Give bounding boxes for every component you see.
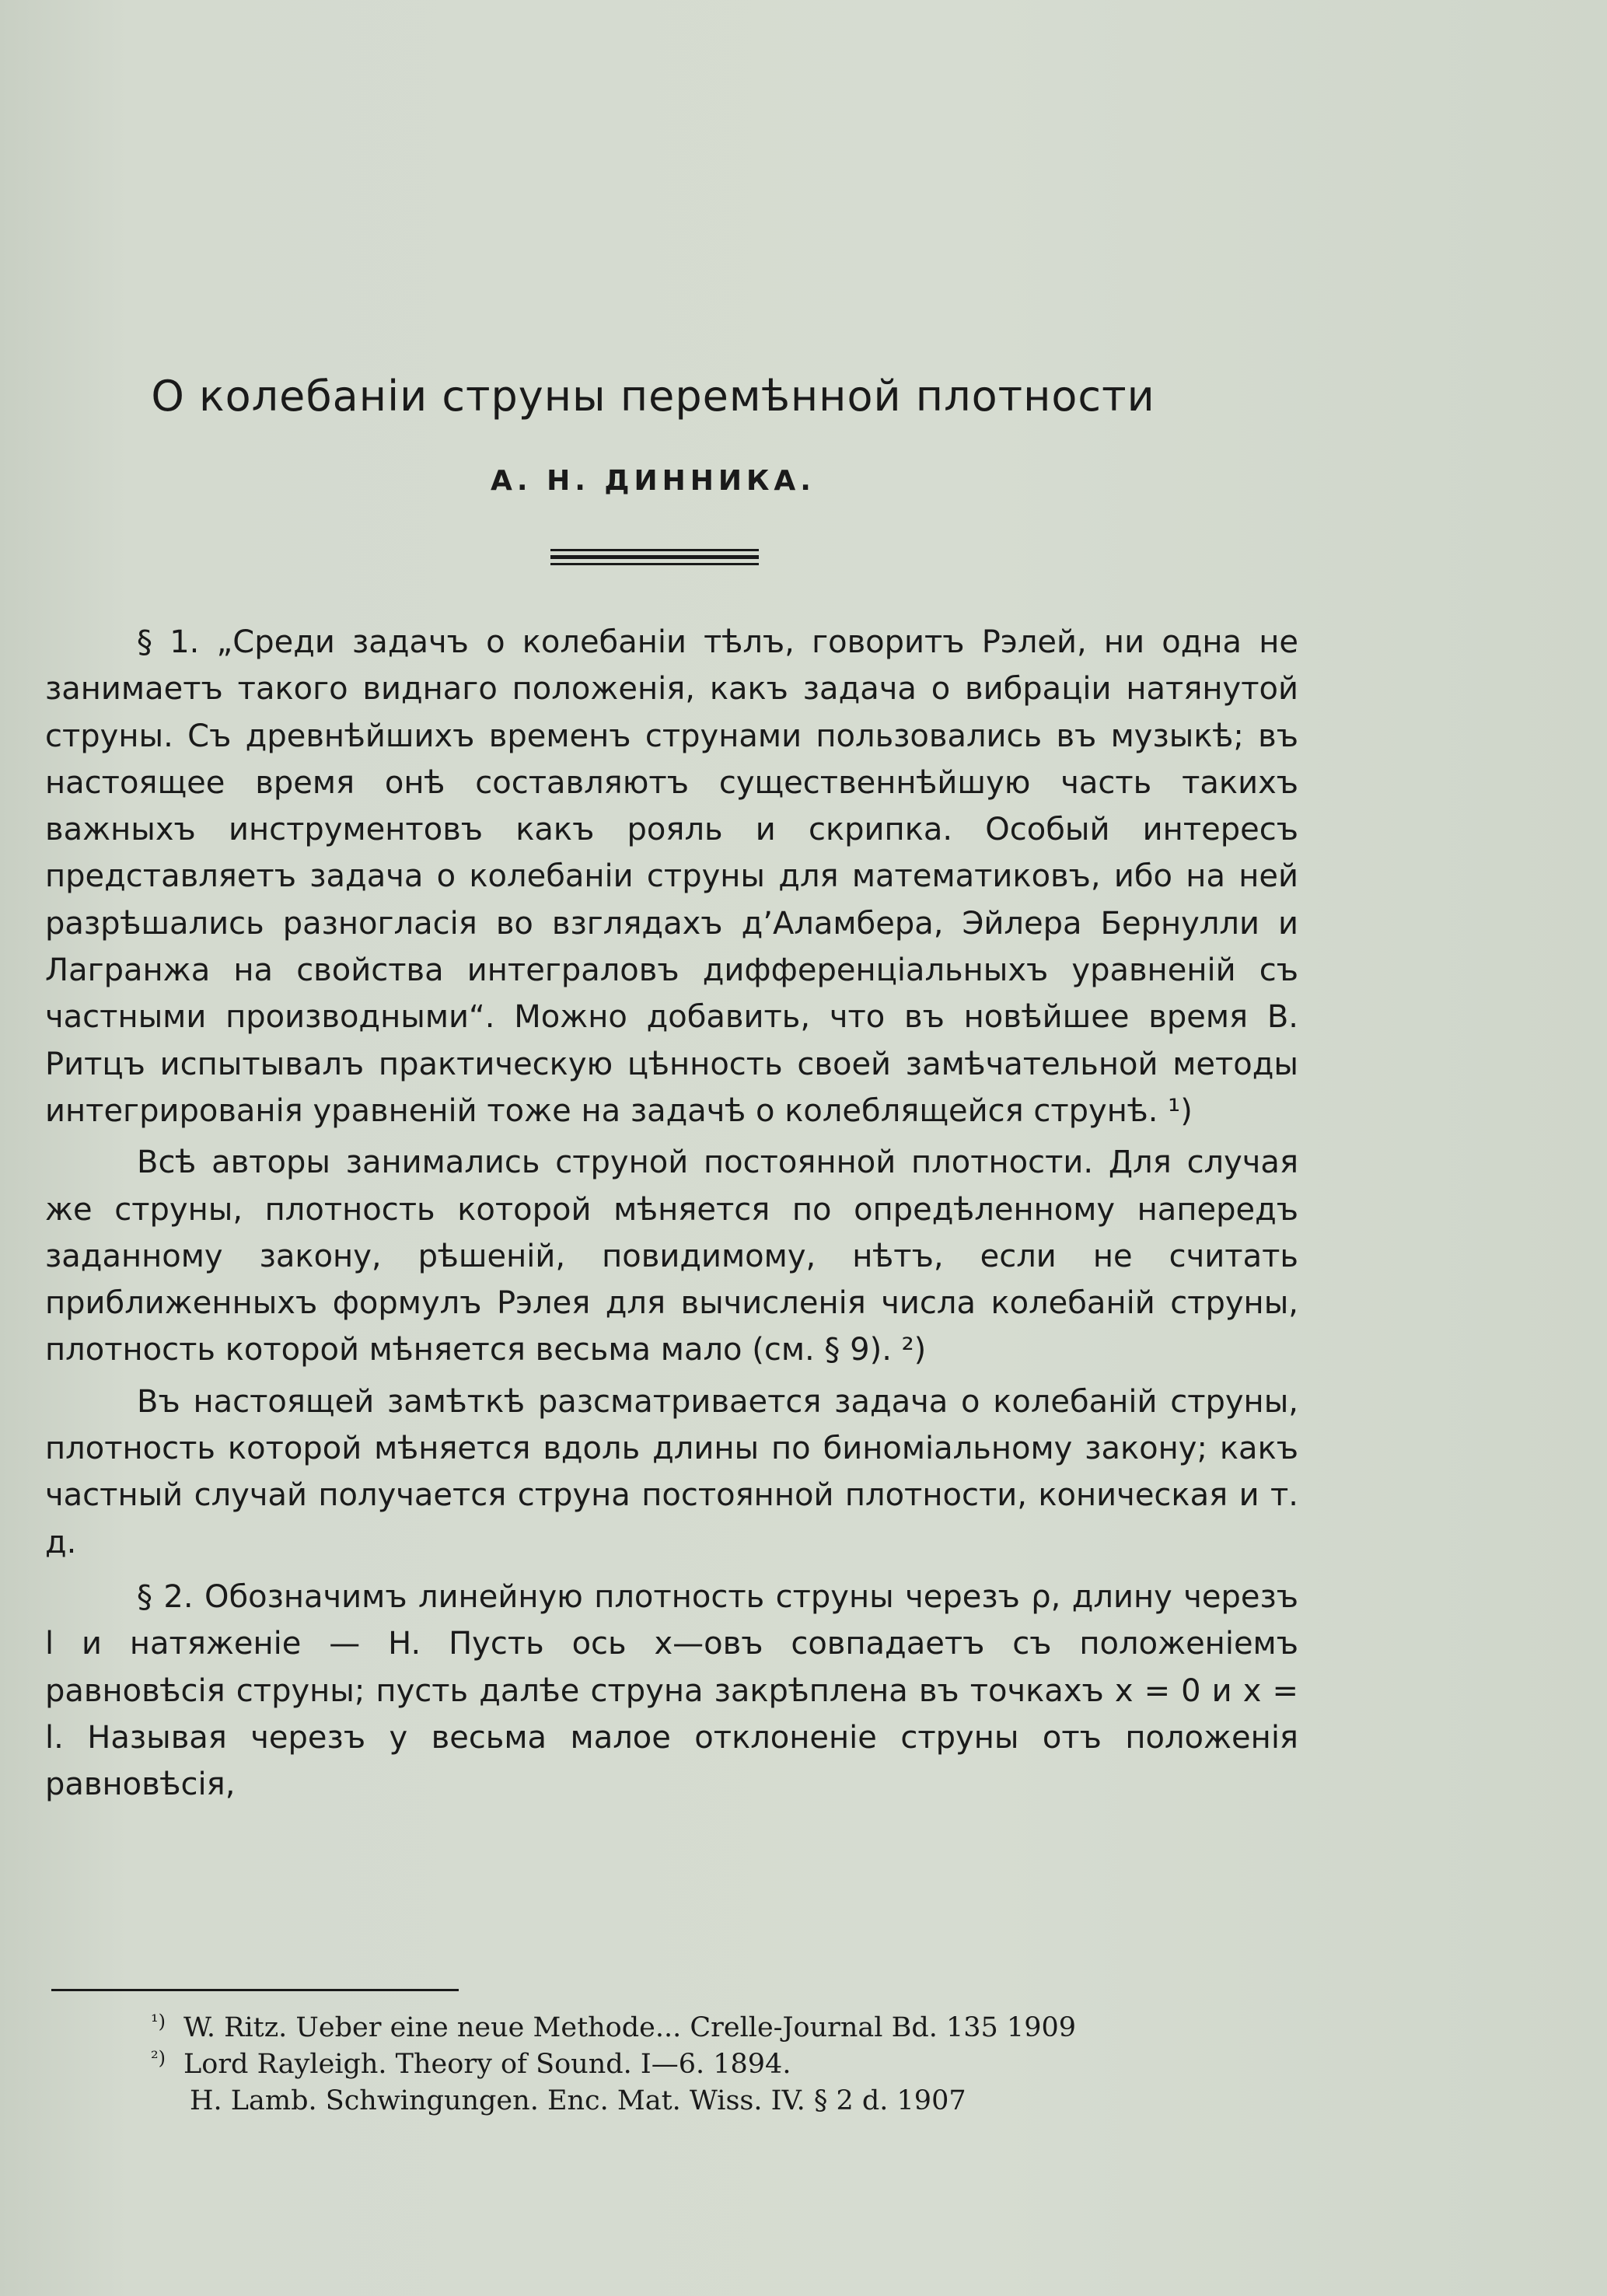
title-rule-top bbox=[550, 549, 759, 551]
footnote-2-mark: ²) bbox=[151, 2047, 166, 2069]
footnotes bbox=[151, 2010, 1350, 2120]
paragraph-constant-density: Всѣ авторы занимались струной постоянной плотности. Для случая же струны, плотность которой мѣняется по опредѣленному напередъ заданному закону, рѣшенiй, повидимому, нѣтъ, если не считать приближенныхъ формулъ Рэлея для вычисленiя числа колебанiй струны, плотность которой мѣняется весьма мало (см. § 9). ²) bbox=[45, 1145, 1298, 1368]
footnote-1 bbox=[151, 2010, 1350, 2046]
footnote-2-continuation-text: H. Lamb. Schwingungen. Enc. Mat. Wiss. IV. § 2 d. 1907 bbox=[190, 2085, 966, 2116]
article-body bbox=[45, 619, 1298, 1812]
article-title: О колебанiи струны перемѣнной плотности bbox=[151, 372, 1155, 421]
footnote-2 bbox=[151, 2046, 1350, 2083]
footnote-2-text: Lord Rayleigh. Theory of Sound. I—6. 1894. bbox=[183, 2049, 791, 2080]
title-rule-middle bbox=[550, 555, 759, 559]
footnote-1-text: W. Ritz. Ueber eine neue Methode... Crelle-Journal Bd. 135 1909 bbox=[183, 2012, 1076, 2043]
paragraph-section-1: § 1. „Среди задачъ о колебанiи тѣлъ, говоритъ Рэлей, ни одна не занимаетъ такого виднаго положенiя, какъ задача о вибрацiи натянутой струны. Съ древнѣйшихъ временъ струнами пользовались въ музыкѣ; въ настоящее время онѣ составляютъ существеннѣйшую часть такихъ важныхъ инструментовъ какъ рояль и скрипка. Особый интересъ представляетъ задача о колебанiи струны для математиковъ, ибо на ней разрѣшались разногласiя во взглядахъ д’Аламбера, Эйлера Бернулли и Лагранжа на свойства интеграловъ дифференцiальныхъ уравненiй съ частными производными“. Можно добавить, что въ новѣйшее время В. Ритцъ испытывалъ практическую цѣнность своей замѣчательной методы интегрированiя уравненiй тоже на задачѣ о колеблящейся струнѣ. ¹) bbox=[45, 624, 1298, 1129]
article-author: А. Н. ДИННИКА. bbox=[491, 465, 816, 497]
footnote-1-mark: ¹) bbox=[151, 2011, 166, 2032]
footnote-separator bbox=[51, 1989, 459, 1991]
footnote-2-continuation bbox=[183, 2083, 1350, 2120]
paragraph-section-2: § 2. Обозначимъ линейную плотность струны черезъ ρ, длину черезъ l и натяженiе — H. Пусть ось x—овъ совпадаетъ съ положенiемъ равновѣсiя струны; пусть далѣе струна закрѣплена въ точкахъ x = 0 и x = l. Называя черезъ y весьма малое отклоненiе струны отъ положенiя равновѣсiя, bbox=[45, 1578, 1298, 1803]
title-rule-bottom bbox=[550, 563, 759, 565]
paragraph-binomial-law: Въ настоящей замѣткѣ разсматривается задача о колебанiй струны, плотность которой мѣняется вдоль длины по биномiальному закону; какъ частный случай получается струна постоянной плотности, коническая и т. д. bbox=[45, 1383, 1298, 1560]
